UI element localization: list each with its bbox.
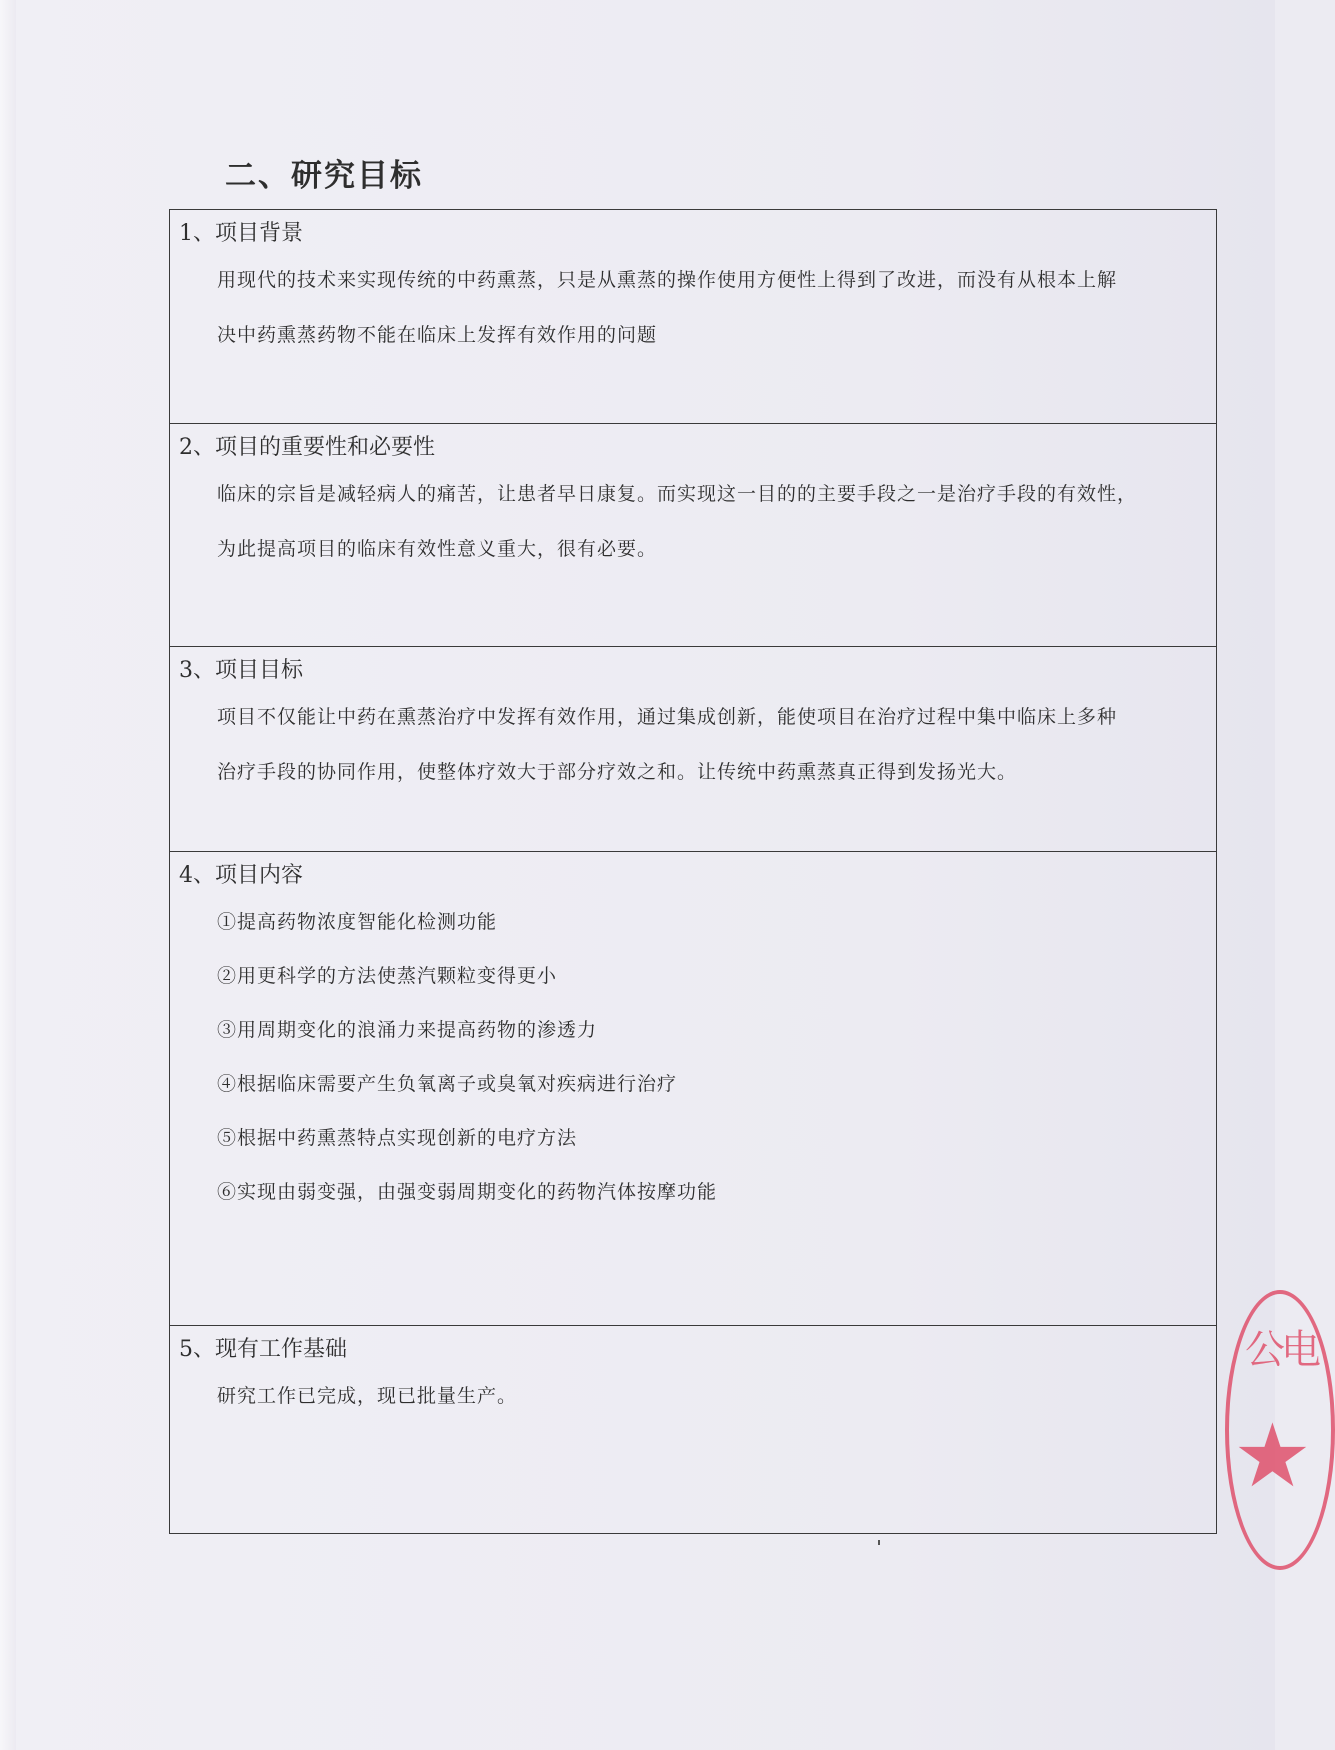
section-text-line: 治疗手段的协同作用，使整体疗效大于部分疗效之和。让传统中药熏蒸真正得到发扬光大。 — [217, 761, 1018, 783]
content-item: ③用周期变化的浪涌力来提高药物的渗透力 — [217, 1019, 598, 1041]
section-importance — [170, 423, 1216, 646]
scan-speck — [878, 1540, 880, 1545]
content-item: ⑥实现由弱变强，由强变弱周期变化的药物汽体按摩功能 — [217, 1181, 718, 1203]
section-title-importance: 2、项目的重要性和必要性 — [179, 435, 435, 460]
content-item: ⑤根据中药熏蒸特点实现创新的电疗方法 — [217, 1127, 578, 1149]
section-text-line: 研究工作已完成，现已批量生产。 — [217, 1385, 518, 1407]
section-text-line: 为此提高项目的临床有效性意义重大，很有必要。 — [217, 538, 658, 560]
content-item: ①提高药物浓度智能化检测功能 — [217, 911, 498, 933]
section-title-foundation: 5、现有工作基础 — [179, 1337, 347, 1362]
section-text-line: 临床的宗旨是减轻病人的痛苦，让患者早日康复。而实现这一目的的主要手段之一是治疗手段的有效性， — [217, 483, 1138, 505]
red-seal-text: 公电 — [1245, 1327, 1317, 1373]
section-content — [170, 851, 1216, 1325]
section-heading: 二、研究目标 — [225, 158, 423, 194]
section-text-line: 用现代的技术来实现传统的中药熏蒸，只是从熏蒸的操作使用方便性上得到了改进，而没有从根本上解 — [217, 269, 1118, 291]
section-text-line: 项目不仅能让中药在熏蒸治疗中发挥有效作用，通过集成创新，能使项目在治疗过程中集中临床上多种 — [217, 706, 1118, 728]
seal-star-icon: ★ — [1233, 1404, 1312, 1507]
section-background — [170, 210, 1216, 423]
section-title-objective: 3、项目目标 — [179, 658, 303, 683]
content-item: ②用更科学的方法使蒸汽颗粒变得更小 — [217, 965, 558, 987]
paper-left-edge — [0, 0, 16, 1750]
section-objective — [170, 646, 1216, 851]
section-foundation — [170, 1325, 1216, 1533]
research-goals-table — [169, 209, 1217, 1534]
section-title-background: 1、项目背景 — [179, 221, 303, 246]
section-text-line: 决中药熏蒸药物不能在临床上发挥有效作用的问题 — [217, 324, 658, 346]
section-title-content: 4、项目内容 — [179, 863, 303, 888]
content-item: ④根据临床需要产生负氧离子或臭氧对疾病进行治疗 — [217, 1073, 678, 1095]
